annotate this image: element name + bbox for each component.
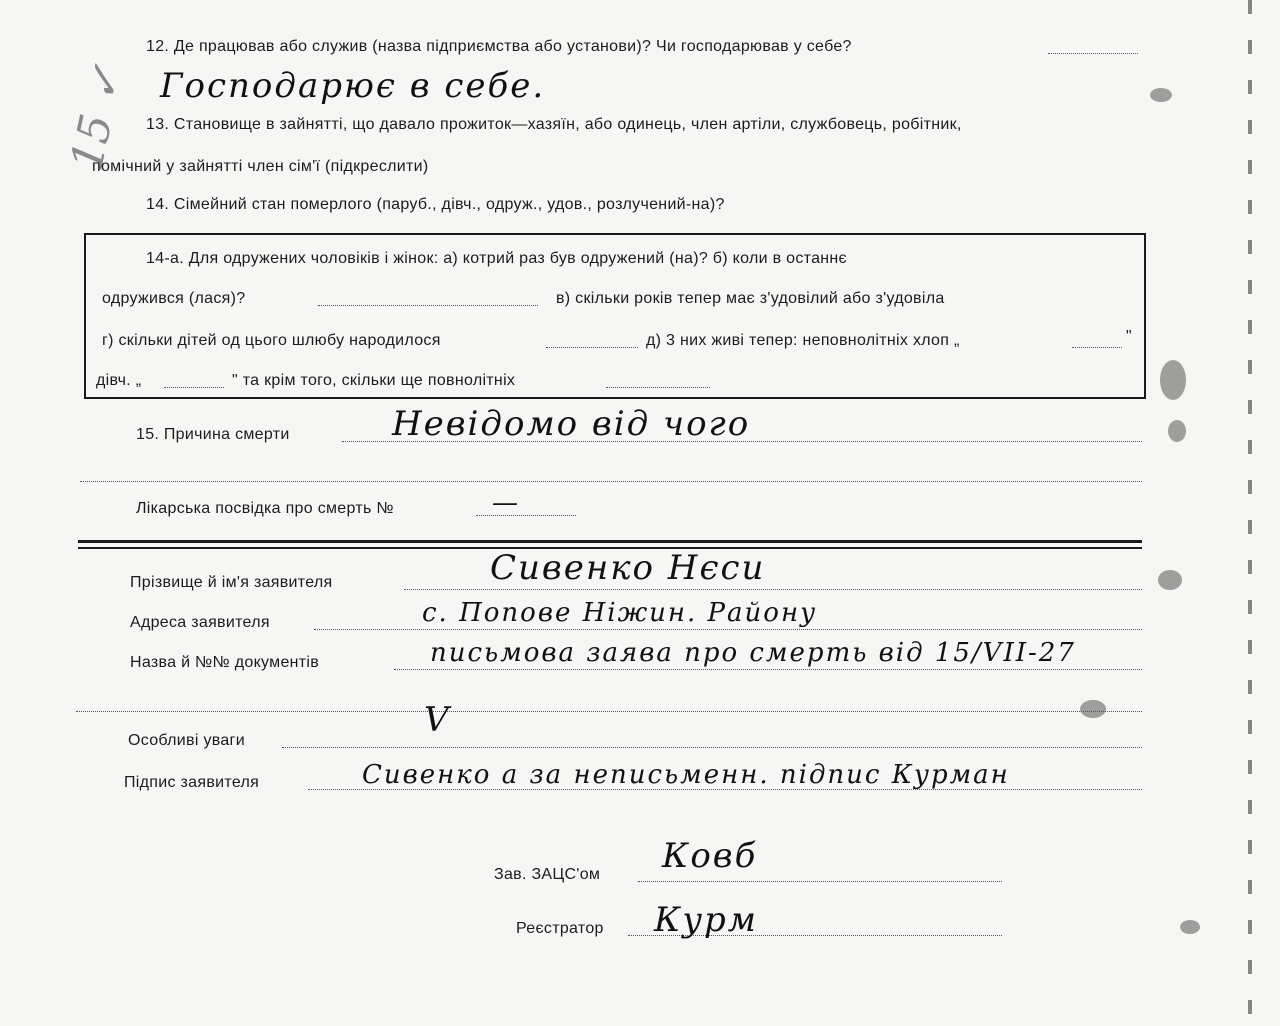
binding-edge [1248, 0, 1252, 1026]
q13-label-line2: помічний у зайнятті член сім'ї (підкреслити) [92, 158, 429, 175]
ink-blot [1168, 420, 1186, 442]
q14a-line3-dots [546, 347, 638, 348]
q14a-line4a: дівч. „ [96, 372, 142, 389]
section-divider-top [78, 540, 1142, 543]
notes-label: Особливі уваги [128, 732, 245, 749]
q14-label: 14. Сімейний стан померлого (паруб., дівч., одруж., удов., розлучений-на)? [146, 196, 725, 213]
q14a-line3c: " [1126, 328, 1132, 345]
applicant-address-label: Адреса заявителя [130, 614, 270, 631]
q14a-line4-dots [164, 387, 224, 388]
cert-line [476, 515, 576, 516]
registrar-signature: Курм [654, 900, 758, 940]
documents-line2 [76, 711, 1142, 712]
q15-label: 15. Причина смерти [136, 426, 290, 443]
registrar-label: Реєстратор [516, 920, 604, 937]
q14a-line1: 14-а. Для одружених чоловіків і жінок: а) котрий раз був одружений (на)? б) коли в останнє [146, 250, 848, 267]
notes-value: V [424, 700, 451, 740]
ink-blot [1080, 700, 1106, 718]
applicant-name-value: Сивенко Нєси [490, 548, 766, 588]
documents-value: письмова заява про смерть від 15/VII-27 [430, 638, 1076, 668]
q13-label-line1: 13. Становище в зайнятті, що давало прожиток—хазяїн, або одинець, член артіли, службовець, робітник, [146, 116, 962, 133]
applicant-address-value: с. Попове Ніжин. Району [422, 598, 818, 628]
q14a-line4-dots2 [606, 387, 710, 388]
notes-line [282, 747, 1142, 748]
cert-label: Лікарська посвідка про смерть № [136, 500, 394, 517]
cert-answer: — [492, 488, 520, 518]
head-label: Зав. ЗАЦС'ом [494, 866, 601, 883]
q15-line2 [80, 481, 1142, 482]
q12-line [1048, 53, 1138, 54]
q14a-line2-dots [318, 305, 538, 306]
q14a-line3a: г) скільки дітей од цього шлюбу народилося [102, 332, 441, 349]
q14a-line2a: одружився (лася)? [102, 290, 246, 307]
documents-line [394, 669, 1142, 670]
ink-blot [1158, 570, 1182, 590]
q15-answer: Невідомо від чого [392, 404, 751, 444]
ink-blot [1150, 88, 1172, 102]
head-signature: Ковб [662, 836, 758, 876]
ink-blot [1180, 920, 1200, 934]
head-line [638, 881, 1002, 882]
ink-blot [1160, 360, 1186, 400]
q14a-line4b: " та крім того, скільки ще повнолітніх [232, 372, 516, 389]
documents-label: Назва й №№ документів [130, 654, 320, 671]
q14a-line2b: в) скільки років тепер має з'удовілий або з'удовіла [556, 290, 945, 307]
q12-answer: Господарює в себе. [160, 66, 546, 106]
applicant-address-line [314, 629, 1142, 630]
applicant-name-line [404, 589, 1142, 590]
q14a-line3b: д) 3 них живі тепер: неповнолітніх хлоп „ [646, 332, 960, 349]
q12-label: 12. Де працював або служив (назва підприємства або установи)? Чи господарював у себе? [146, 38, 852, 55]
applicant-name-label: Прізвище й ім'я заявителя [130, 574, 333, 591]
signature-value: Сивенко а за неписьменн. підпис Курман [362, 760, 1010, 790]
signature-label: Підпис заявителя [124, 774, 260, 791]
q14a-line3-dots2 [1072, 347, 1122, 348]
margin-mark: 15 ✓ [61, 59, 134, 176]
